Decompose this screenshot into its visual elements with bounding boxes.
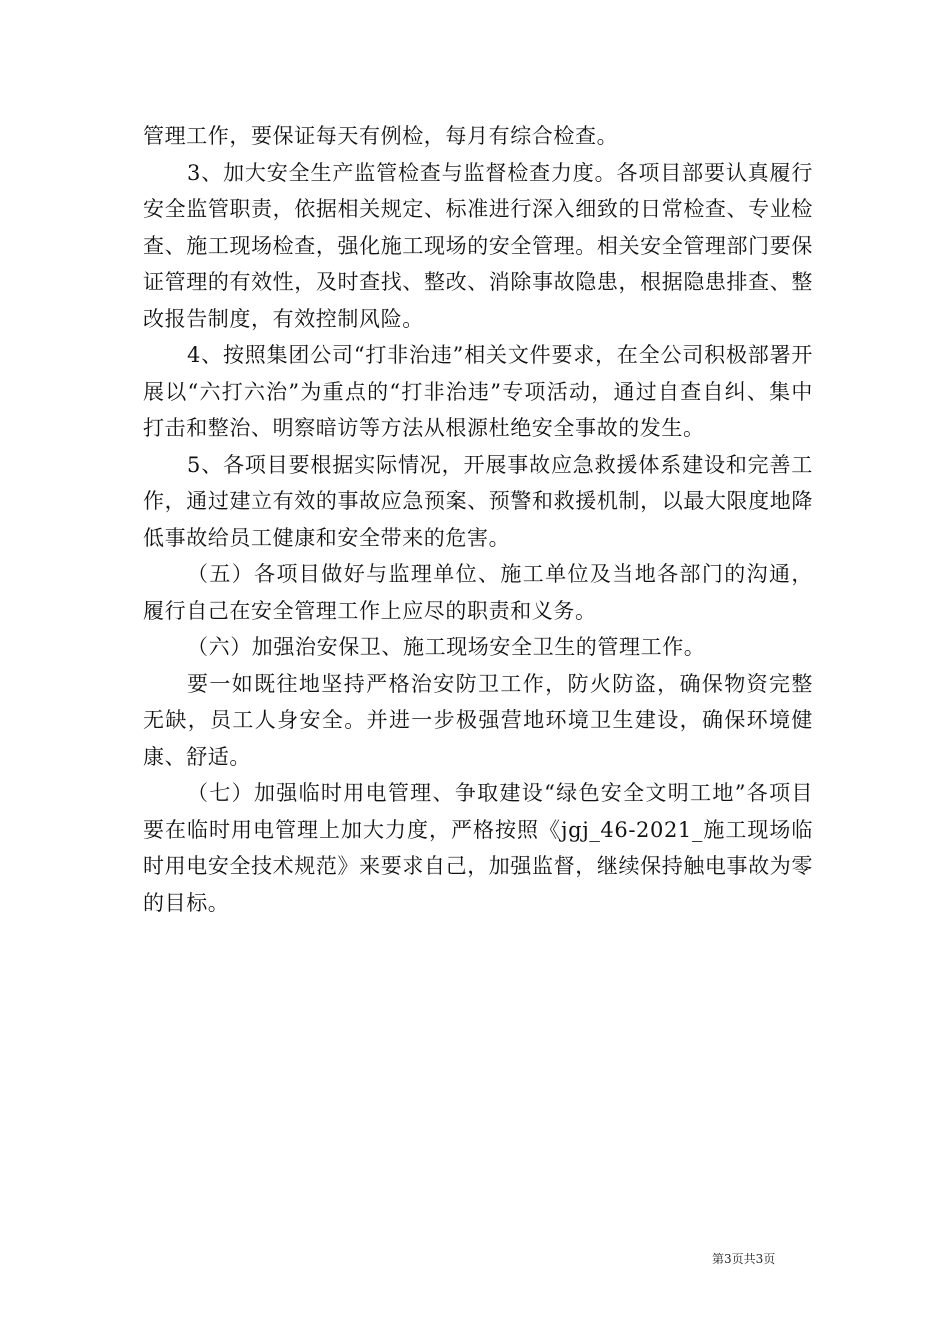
- paragraph: 要一如既往地坚持严格治安防卫工作，防火防盗，确保物资完整无缺，员工人身安全。并进一步极强营地环境卫生建设，确保环境健康、舒适。: [143, 671, 813, 769]
- paragraph: 3、加大安全生产监管检查与监督检查力度。各项目部要认真履行安全监管职责，依据相关规定、标准进行深入细致的日常检查、专业检查、施工现场检查，强化施工现场的安全管理。相关安全管理部门要保证管理的有效性，及时查找、整改、消除事故隐患，根据隐患排查、整改报告制度，有效控制风险。: [143, 160, 813, 331]
- paragraph: （六）加强治安保卫、施工现场安全卫生的管理工作。: [187, 635, 706, 659]
- paragraph: 4、按照集团公司“打非治违”相关文件要求，在全公司积极部署开展以“六打六治”为重点的“打非治违”专项活动，通过自查自纠、集中打击和整治、明察暗访等方法从根源杜绝安全事故的发生。: [143, 343, 813, 440]
- page-number-footer: 第3页共3页: [712, 1252, 776, 1266]
- document-body: [143, 118, 813, 921]
- paragraph: （七）加强临时用电管理、争取建设“绿色安全文明工地”各项目要在临时用电管理上加大力度，严格按照《jgj_46-2021_施工现场临时用电安全技术规范》来要求自己，加强监督，继续保持触电事故为零的目标。: [143, 781, 813, 915]
- paragraph: 5、各项目要根据实际情况，开展事故应急救援体系建设和完善工作，通过建立有效的事故应急预案、预警和救援机制，以最大限度地降低事故给员工健康和安全带来的危害。: [143, 452, 813, 550]
- paragraph: （五）各项目做好与监理单位、施工单位及当地各部门的沟通，履行自己在安全管理工作上应尽的职责和义务。: [143, 562, 813, 623]
- paragraph: 管理工作，要保证每天有例检，每月有综合检查。: [143, 124, 619, 148]
